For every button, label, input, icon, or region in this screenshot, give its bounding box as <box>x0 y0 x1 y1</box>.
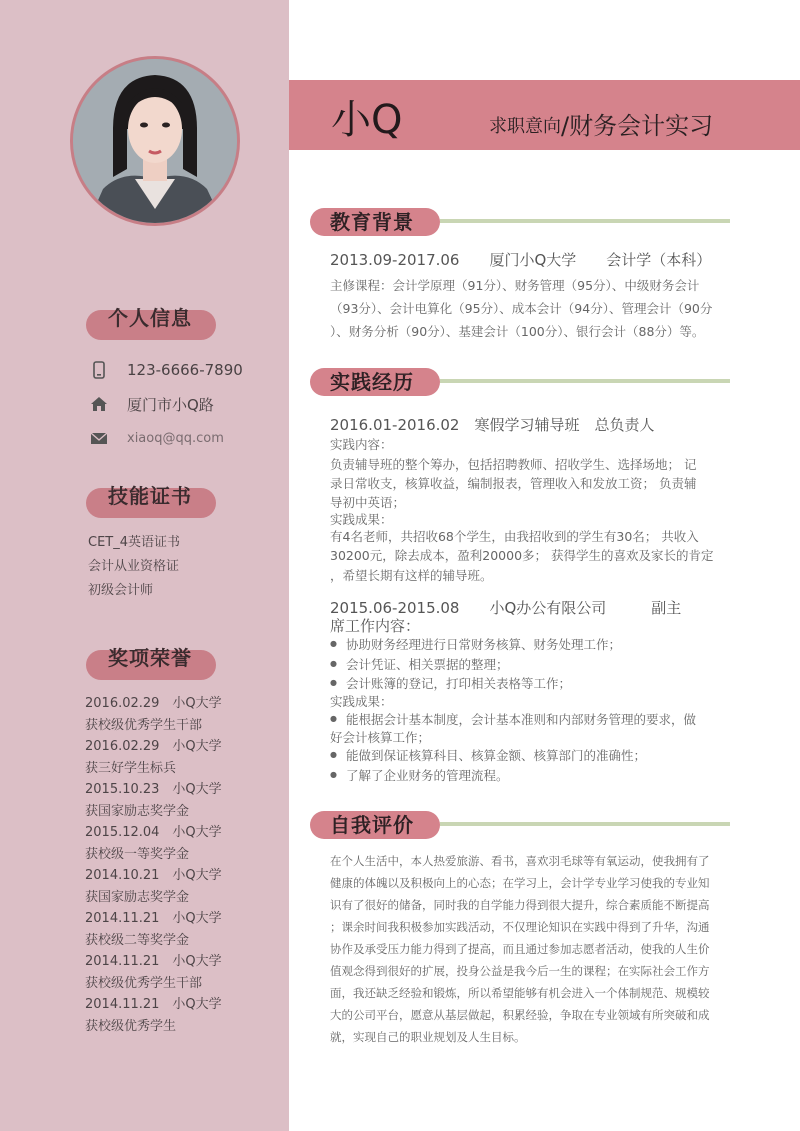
self-eval-line: 协作及承受压力能力得到了提高，而且通过参加志愿者活动，使我的人生价 <box>330 942 710 956</box>
award-line: 2014.11.21 小Q大学 <box>85 997 222 1012</box>
job1-line: 有4名老师，共招收68个学生，由我招收到的学生有30名； 共收入 <box>330 529 699 544</box>
self-eval-line: 面，我还缺乏经验和锻炼，所以希望能够有机会进入一个体制规范、规模较 <box>330 986 710 1000</box>
home-icon <box>90 395 108 413</box>
self-eval-title: 自我评价 <box>330 813 414 837</box>
award-line: 2015.10.23 小Q大学 <box>85 782 222 797</box>
job1-line: 录日常收支，核算收益，编制报表，管理收入和发放工资； 负责辅 <box>330 476 697 491</box>
job1-line: ，希望长期有这样的辅导班。 <box>330 568 493 583</box>
award-line: 2016.02.29 小Q大学 <box>85 696 222 711</box>
job-intent-title: /财务会计实习 <box>561 112 714 140</box>
award-line: 2016.02.29 小Q大学 <box>85 739 222 754</box>
phone-text: 123-6666-7890 <box>127 361 243 379</box>
award-line: 获国家励志奖学金 <box>85 804 190 819</box>
job2-bullet: ● 会计凭证、相关票据的整理； <box>346 655 509 673</box>
section-rule <box>440 379 730 383</box>
sidebar <box>0 0 289 1131</box>
award-line: 获校级二等奖学金 <box>85 933 190 948</box>
self-eval-line: 在个人生活中，本人热爱旅游、看书，喜欢羽毛球等有氧运动，使我拥有了 <box>330 854 710 868</box>
award-line: 获校级一等奖学金 <box>85 847 190 862</box>
job-intent <box>489 104 713 139</box>
phone-icon <box>90 361 108 379</box>
education-line: ）、财务分析（90分）、基建会计（100分）、银行会计（88分）等。 <box>330 324 705 339</box>
job1-line: 实践内容： <box>330 437 393 452</box>
self-eval-line: 识有了很好的储备，同时我的自学能力得到很大提升，综合素质能不断提高 <box>330 898 710 912</box>
award-line: 获三好学生标兵 <box>85 761 177 776</box>
education-header: 2013.09-2017.06 厦门小Q大学 会计学（本科） <box>330 251 712 269</box>
self-eval-line: 值观念得到很好的扩展，投身公益是我今后一生的课程；在实际社会工作方 <box>330 964 710 978</box>
candidate-name: 小Q <box>331 97 403 143</box>
education-line: 主修课程：会计学原理（91分）、财务管理（95分）、中级财务会计 <box>330 278 700 293</box>
job2-bullet: ● 了解了企业财务的管理流程。 <box>346 766 509 784</box>
job2-header: 2015.06-2015.08 小Q办公有限公司 副主 <box>330 599 682 617</box>
self-eval-line: 健康的体魄以及积极向上的心态；在学习上，会计学专业学习使我的专业知 <box>330 876 710 890</box>
award-line: 获国家励志奖学金 <box>85 890 190 905</box>
name-banner <box>289 80 800 150</box>
address-row <box>90 392 214 416</box>
job2-bullet: ● 协助财务经理进行日常财务核算、财务处理工作； <box>346 635 621 653</box>
job1-line: 负责辅导班的整个筹办，包括招聘教师、招收学生、选择场地； 记 <box>330 457 697 472</box>
self-eval-line: 就，实现自己的职业规划及人生目标。 <box>330 1030 526 1044</box>
education-title: 教育背景 <box>330 210 414 234</box>
award-line: 获校级优秀学生干部 <box>85 976 203 991</box>
personal-info-heading <box>86 306 216 340</box>
job1-line: 实践成果： <box>330 512 393 527</box>
avatar <box>70 56 240 226</box>
skills-heading <box>86 484 216 518</box>
email-text: xiaoq@qq.com <box>127 430 224 446</box>
job-intent-label: 求职意向 <box>489 116 561 137</box>
award-line: 获校级优秀学生干部 <box>85 718 203 733</box>
email-row <box>90 426 224 450</box>
education-line: （93分）、会计电算化（95分）、成本会计（94分）、管理会计（90分 <box>330 301 713 316</box>
job1-line: 导初中英语； <box>330 495 406 510</box>
job2-bullet: ● 会计账簿的登记，打印相关表格等工作； <box>346 674 571 692</box>
education-heading <box>310 208 730 236</box>
job1-header: 2016.01-2016.02 寒假学习辅导班 总负责人 <box>330 416 655 434</box>
skill-item: 初级会计师 <box>88 583 154 598</box>
awards-title: 奖项荣誉 <box>108 646 192 670</box>
section-rule <box>440 822 730 826</box>
job2-bullet: ● 能根据会计基本制度，会计基本准则和内部财务管理的要求，做 <box>346 710 696 728</box>
award-line: 2014.11.21 小Q大学 <box>85 954 222 969</box>
job2-result-label: 实践成果： <box>330 694 393 709</box>
skills-title: 技能证书 <box>108 484 192 508</box>
section-rule <box>440 219 730 223</box>
job2-bullet: ● 能做到保证核算科目、核算金额、核算部门的准确性； <box>346 746 646 764</box>
experience-heading <box>310 368 730 396</box>
award-line: 2015.12.04 小Q大学 <box>85 825 222 840</box>
job1-line: 30200元，除去成本，盈利20000多； 获得学生的喜欢及家长的肯定 <box>330 548 714 563</box>
award-line: 2014.11.21 小Q大学 <box>85 911 222 926</box>
job2-bullet-cont: 好会计核算工作； <box>330 730 431 745</box>
award-line: 获校级优秀学生 <box>85 1019 177 1034</box>
mail-icon <box>90 429 108 447</box>
self-eval-line: ；课余时间我积极参加实践活动，不仅理论知识在实践中得到了升华，沟通 <box>330 920 710 934</box>
job2-header-cont: 席工作内容： <box>330 617 421 635</box>
address-text: 厦门市小Q路 <box>127 395 214 414</box>
personal-info-title: 个人信息 <box>108 306 192 330</box>
self-eval-heading <box>310 811 730 839</box>
skill-item: CET_4英语证书 <box>88 535 181 550</box>
awards-heading <box>86 646 216 680</box>
experience-title: 实践经历 <box>330 370 414 394</box>
skill-item: 会计从业资格证 <box>88 559 180 574</box>
phone-row <box>90 358 243 382</box>
award-line: 2014.10.21 小Q大学 <box>85 868 222 883</box>
self-eval-line: 大的公司平台，愿意从基层做起，积累经验，争取在专业领域有所突破和成 <box>330 1008 710 1022</box>
